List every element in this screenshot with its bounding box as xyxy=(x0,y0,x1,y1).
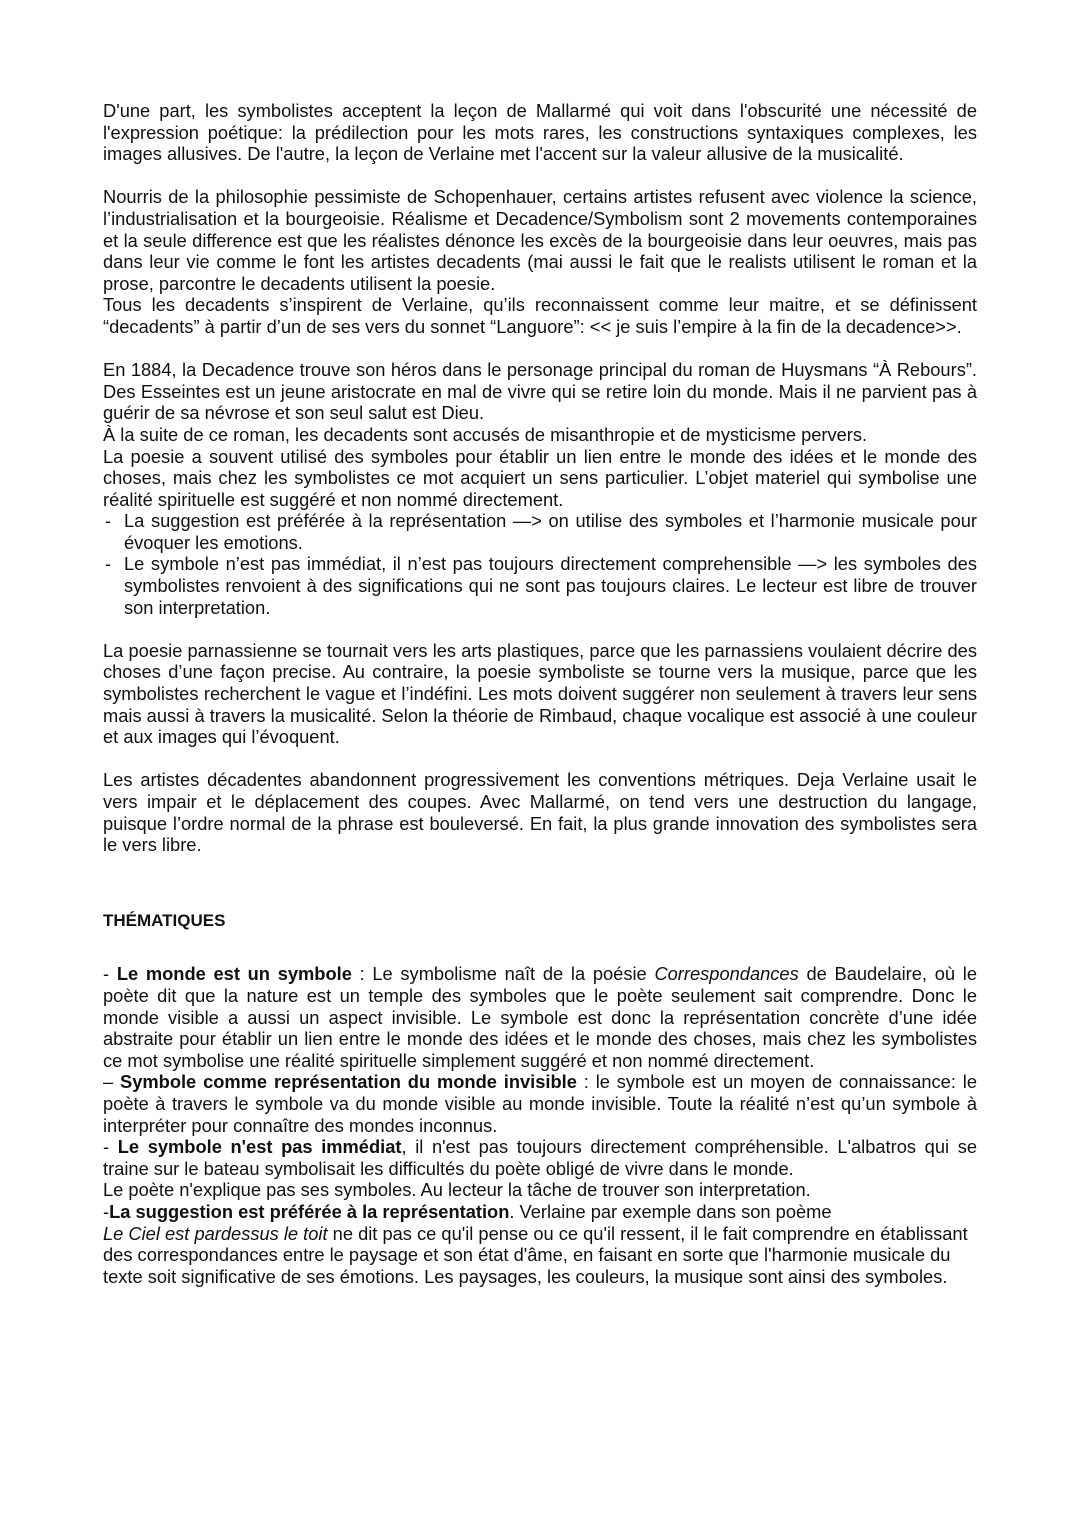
paragraph-verlaine-maitre: Tous les decadents s’inspirent de Verlaine, qu’ils reconnaissent comme leur maitre, et se définissent “decadents” à partir d’un de ses vers du sonnet “Languore”: << je suis l’empire à la fin de la decadence>>. xyxy=(103,294,977,337)
paragraph-schopenhauer: Nourris de la philosophie pessimiste de Schopenhauer, certains artistes refusent avec violence la science, l’industrialisation et la bourgeoisie. Réalisme et Decadence/Symbolism sont 2 movements contemporaines et la seule difference est que les réalistes dénonce les excès de la bourgeoisie dans leur oeuvres, mais pas dans leur vie comme le font les artistes decadents (mai aussi le fait que le realists utilisent le roman et la prose, parcontre le decadents utilisent la poesie. xyxy=(103,186,977,294)
theme-text: , il n'est pas toujours directement compréhensible. L'albatros qui se traine sur le bateau symbolisait les difficultés du poète obligé de vivre dans le monde. xyxy=(103,1136,978,1179)
paragraph-parnassienne: La poesie parnassienne se tournait vers les arts plastiques, parce que les parnassiens voulaient décrire des choses d’une façon precise. Au contraire, la poesie symboliste se tourne vers la musique, parce que les symbolistes recherchent le vague et l’indéfini. Les mots doivent suggérer non seulement à travers leur sens mais aussi à travers la musicalité. Selon la théorie de Rimbaud, chaque vocalique est associé à une couleur et aux images qui l’évoquent. xyxy=(103,639,977,748)
theme-text: . Verlaine par exemple dans son poème xyxy=(509,1200,832,1222)
list-item: - La suggestion est préférée à la représentation —> on utilise des symboles et l’harmonie musicale pour évoquer les emotions. xyxy=(103,510,977,553)
theme-title: La suggestion est préférée à la représentation xyxy=(109,1200,510,1222)
bullet-list xyxy=(103,510,977,618)
theme-dash: - xyxy=(103,963,117,985)
theme-text: : Le symbolisme naît de la poésie xyxy=(351,963,655,985)
list-item: - Le symbole n’est pas immédiat, il n’est pas toujours directement comprehensible —> les symboles des symbolistes renvoient à des significations qui ne sont pas toujours claires. Le lecteur est libre de trouver son interpretation. xyxy=(103,553,977,618)
paragraph-symboles: La poesie a souvent utilisé des symboles pour établir un lien entre le monde des idées et le monde des choses, mais chez les symbolistes ce mot acquiert un sens particulier. L’objet materiel qui symbolise une réalité spirituelle est suggéré et non nommé directement. xyxy=(103,445,977,510)
theme-pas-immediat xyxy=(103,1136,977,1179)
theme-title: Le symbole n'est pas immédiat xyxy=(117,1136,402,1158)
work-title: Le Ciel est pardessus le toit xyxy=(103,1222,328,1244)
theme-text: de Baudelaire, où le poète dit que la nature est un temple des symboles que le poète seulement sait comprendre. Donc le monde visible a aussi un aspect invisible. Le symbole est donc la représentation concrète d’une idée abstraite pour établir un lien entre le monde des idées et le monde des choses, mais chez les symbolistes ce mot symbolise une réalité spirituelle simplement suggéré et non nommé directement. xyxy=(103,963,977,1071)
paragraph-mallarme-verlaine: D'une part, les symbolistes acceptent la leçon de Mallarmé qui voit dans l'obscurité une nécessité de l'expression poétique: la prédilection pour les mots rares, les constructions syntaxiques complexes, les images allusives. De l'autre, la leçon de Verlaine met l'accent sur la valeur allusive de la musicalité. xyxy=(103,100,977,165)
theme-text: ne dit pas ce qu'il pense ou ce qu'il ressent, il le fait comprendre en établissant des correspondances entre le paysage et son état d'âme, en faisant en sorte que l'harmonie musicale du texte soit significative de ses émotions. Les paysages, les couleurs, la musique sont ainsi des symboles. xyxy=(103,1222,968,1287)
theme-monde-symbole xyxy=(103,963,977,1071)
theme-title: Le monde est un symbole xyxy=(116,963,352,985)
theme-dash: - xyxy=(103,1136,118,1158)
theme-title: Symbole comme représentation du monde invisible xyxy=(120,1071,577,1093)
theme-dash: – xyxy=(103,1071,121,1093)
theme-interpretation: Le poète n'explique pas ses symboles. Au lecteur la tâche de trouver son interpretation. xyxy=(103,1179,811,1201)
theme-dash: - xyxy=(103,1200,110,1222)
paragraph-huysmans: En 1884, la Decadence trouve son héros dans le personage principal du roman de Huysmans “À Rebours”. Des Esseintes est un jeune aristocrate en mal de vivre qui se retire loin du monde. Mais il ne parvient pas à guérir de sa névrose et son seul salut est Dieu. xyxy=(103,359,977,424)
work-title: Correspondances xyxy=(654,963,799,985)
paragraph-suite-roman: À la suite de ce roman, les decadents sont accusés de misanthropie et de mysticisme pervers. xyxy=(103,423,868,445)
theme-monde-invisible xyxy=(103,1071,977,1136)
section-heading-thematiques: THÉMATIQUES xyxy=(103,910,226,930)
document-page xyxy=(103,100,977,1287)
theme-text: : le symbole est un moyen de connaissance: le poète à travers le symbole va du monde visible au monde invisible. Toute la réalité n’est qu’un symbole à interpréter pour connaître des mondes inconnus. xyxy=(103,1071,978,1136)
theme-suggestion xyxy=(103,1201,977,1287)
paragraph-conventions-metriques: Les artistes décadentes abandonnent progressivement les conventions métriques. Deja Verlaine usait le vers impair et le déplacement des coupes. Avec Mallarmé, on tend vers une destruction du langage, puisque l’ordre normal de la phrase est bouleversé. En fait, la plus grande innovation des symbolistes sera le vers libre. xyxy=(103,769,977,856)
